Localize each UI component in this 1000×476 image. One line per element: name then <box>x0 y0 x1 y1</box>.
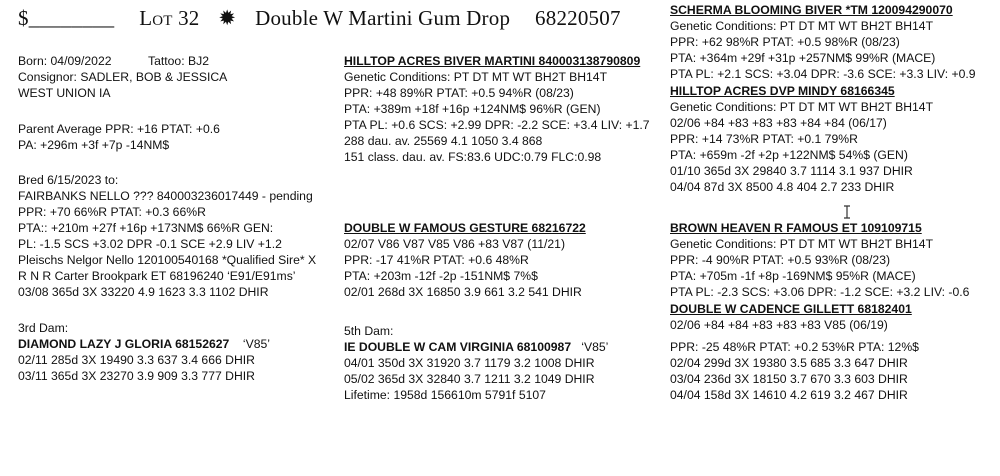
third-dam-label: 3rd Dam: <box>18 321 69 335</box>
granddam-ppr: PPR: +14 73%R PTAT: +0.1 79%R <box>670 132 858 146</box>
bh-sire-pta: PTA: +705m -1f +8p -169NM$ 95%R (MACE) <box>670 269 916 283</box>
bred-sire: FAIRBANKS NELLO ??? 840003236017449 - pending <box>18 189 313 203</box>
sire-classified: 151 class. dau. av. FS:83.6 UDC:0.79 FLC:0.98 <box>344 150 602 164</box>
location: WEST UNION IA <box>18 86 111 100</box>
mgs-title: SCHERMA BLOOMING BIVER *TM 120094290070 <box>670 3 953 17</box>
bh-sire-pta-pl: PTA PL: -2.3 SCS: +3.06 DPR: -1.2 SCE: +3.2 LIV: -0.6 <box>670 285 970 299</box>
consignor: Consignor: SADLER, BOB & JESSICA <box>18 70 228 84</box>
cadence-dam-ppr: PPR: -25 48%R PTAT: +0.2 53%R PTA: 12%$ <box>670 340 919 354</box>
bred-record: 03/08 365d 3X 33220 4.9 1623 3.3 1102 DHIR <box>18 285 269 299</box>
dam-ppr: PPR: -17 41%R PTAT: +0.6 48%R <box>344 253 529 267</box>
price-blank: $________ <box>18 6 115 30</box>
parent-average-ppr: Parent Average PPR: +16 PTAT: +0.6 <box>18 122 220 136</box>
cadence-dam-record-1: 02/04 299d 3X 19380 3.5 685 3.3 647 DHIR <box>670 356 908 370</box>
mgs-pta: PTA: +364m +29f +31p +257NM$ 99%R (MACE) <box>670 51 936 65</box>
dam-title: DOUBLE W FAMOUS GESTURE 68216722 <box>344 221 586 235</box>
bred-date: Bred 6/15/2023 to: <box>18 173 119 187</box>
bred-sire-pedigree: Pleischs Nelgor Nello 120100540168 *Qualified Sire* X <box>18 253 317 267</box>
tattoo: Tattoo: BJ2 <box>148 54 209 68</box>
text-cursor-icon <box>843 205 851 219</box>
mgs-ppr: PPR: +62 98%R PTAT: +0.5 98%R (08/23) <box>670 35 900 49</box>
granddam-record-1: 01/10 365d 3X 29840 3.7 1114 3.1 937 DHIR <box>670 164 913 178</box>
dam-score: 02/07 V86 V87 V85 V86 +83 V87 (11/21) <box>344 237 566 251</box>
fifth-dam-lifetime: Lifetime: 1958d 156610m 5791f 5107 <box>344 388 546 402</box>
registration-number: 68220507 <box>535 6 621 30</box>
cadence-dam-score: 02/06 +84 +84 +83 +83 +83 V85 (06/19) <box>670 318 888 332</box>
granddam-record-2: 04/04 87d 3X 8500 4.8 404 2.7 233 DHIR <box>670 180 895 194</box>
separator-icon: ✹ <box>218 6 237 30</box>
bh-sire-genetic-conditions: Genetic Conditions: PT DT MT WT BH2T BH14T <box>670 237 934 251</box>
dam-record: 02/01 268d 3X 16850 3.9 661 3.2 541 DHIR <box>344 285 582 299</box>
lot-header <box>18 4 621 32</box>
third-dam-score: ‘V85’ <box>242 337 270 351</box>
fifth-dam-line <box>344 340 608 354</box>
mgs-genetic-conditions: Genetic Conditions: PT DT MT WT BH2T BH14T <box>670 19 934 33</box>
fifth-dam-label: 5th Dam: <box>344 324 394 338</box>
fifth-dam-record-1: 04/01 350d 3X 31920 3.7 1179 3.2 1008 DHIR <box>344 356 595 370</box>
cadence-dam-record-2: 03/04 236d 3X 18150 3.7 670 3.3 603 DHIR <box>670 372 908 386</box>
bh-sire-ppr: PPR: -4 90%R PTAT: +0.5 93%R (08/23) <box>670 253 891 267</box>
animal-name: Double W Martini Gum Drop <box>255 6 511 30</box>
mgs-pta-pl: PTA PL: +2.1 SCS: +3.04 DPR: -3.6 SCE: +3.3 LIV: +0.9 <box>670 67 976 81</box>
born-date: Born: 04/09/2022 <box>18 54 112 68</box>
bred-sire-pedigree-2: R N R Carter Brookpark ET 68196240 ‘E91/E91ms’ <box>18 269 296 283</box>
granddam-genetic-conditions: Genetic Conditions: PT DT MT WT BH2T BH14T <box>670 100 934 114</box>
fifth-dam-record-2: 05/02 365d 3X 32840 3.7 1211 3.2 1049 DHIR <box>344 372 595 386</box>
granddam-score: 02/06 +84 +83 +83 +83 +84 +84 (06/17) <box>670 116 887 130</box>
bred-sire-ppr: PPR: +70 66%R PTAT: +0.3 66%R <box>18 205 206 219</box>
bred-sire-pl: PL: -1.5 SCS +3.02 DPR -0.1 SCE +2.9 LIV +1.2 <box>18 237 282 251</box>
fifth-dam-name: IE DOUBLE W CAM VIRGINIA 68100987 <box>344 340 572 354</box>
bh-sire-title: BROWN HEAVEN R FAMOUS ET 109109715 <box>670 221 922 235</box>
cadence-dam-record-3: 04/04 158d 3X 14610 4.2 619 3.2 467 DHIR <box>670 388 908 402</box>
sire-pta-pl: PTA PL: +0.6 SCS: +2.99 DPR: -2.2 SCE: +3.4 LIV: +1.7 <box>344 118 650 132</box>
third-dam-line <box>18 337 270 351</box>
dam-pta: PTA: +203m -12f -2p -151NM$ 7%$ <box>344 269 538 283</box>
granddam-pta: PTA: +659m -2f +2p +122NM$ 54%$ (GEN) <box>670 148 908 162</box>
sire-title: HILLTOP ACRES BIVER MARTINI 840003138790809 <box>344 54 641 68</box>
sire-pta: PTA: +389m +18f +16p +124NM$ 96%R (GEN) <box>344 102 601 116</box>
third-dam-record-1: 02/11 285d 3X 19490 3.3 637 3.4 666 DHIR <box>18 353 255 367</box>
bred-sire-pta: PTA:: +210m +27f +16p +173NM$ 66%R GEN: <box>18 221 274 235</box>
sire-genetic-conditions: Genetic Conditions: PT DT MT WT BH2T BH14T <box>344 70 608 84</box>
granddam-title: HILLTOP ACRES DVP MINDY 68166345 <box>670 84 895 98</box>
parent-average-pa: PA: +296m +3f +7p -14NM$ <box>18 138 170 152</box>
fifth-dam-score: ‘V85’ <box>581 340 609 354</box>
cadence-dam-title: DOUBLE W CADENCE GILLETT 68182401 <box>670 302 912 316</box>
third-dam-name: DIAMOND LAZY J GLORIA 68152627 <box>18 337 230 351</box>
lot-label: Lot 32 <box>139 6 200 30</box>
sire-daughters: 288 dau. av. 25569 4.1 1050 3.4 868 <box>344 134 543 148</box>
third-dam-record-2: 03/11 365d 3X 23270 3.9 909 3.3 777 DHIR <box>18 369 255 383</box>
sire-ppr: PPR: +48 89%R PTAT: +0.5 94%R (08/23) <box>344 86 574 100</box>
